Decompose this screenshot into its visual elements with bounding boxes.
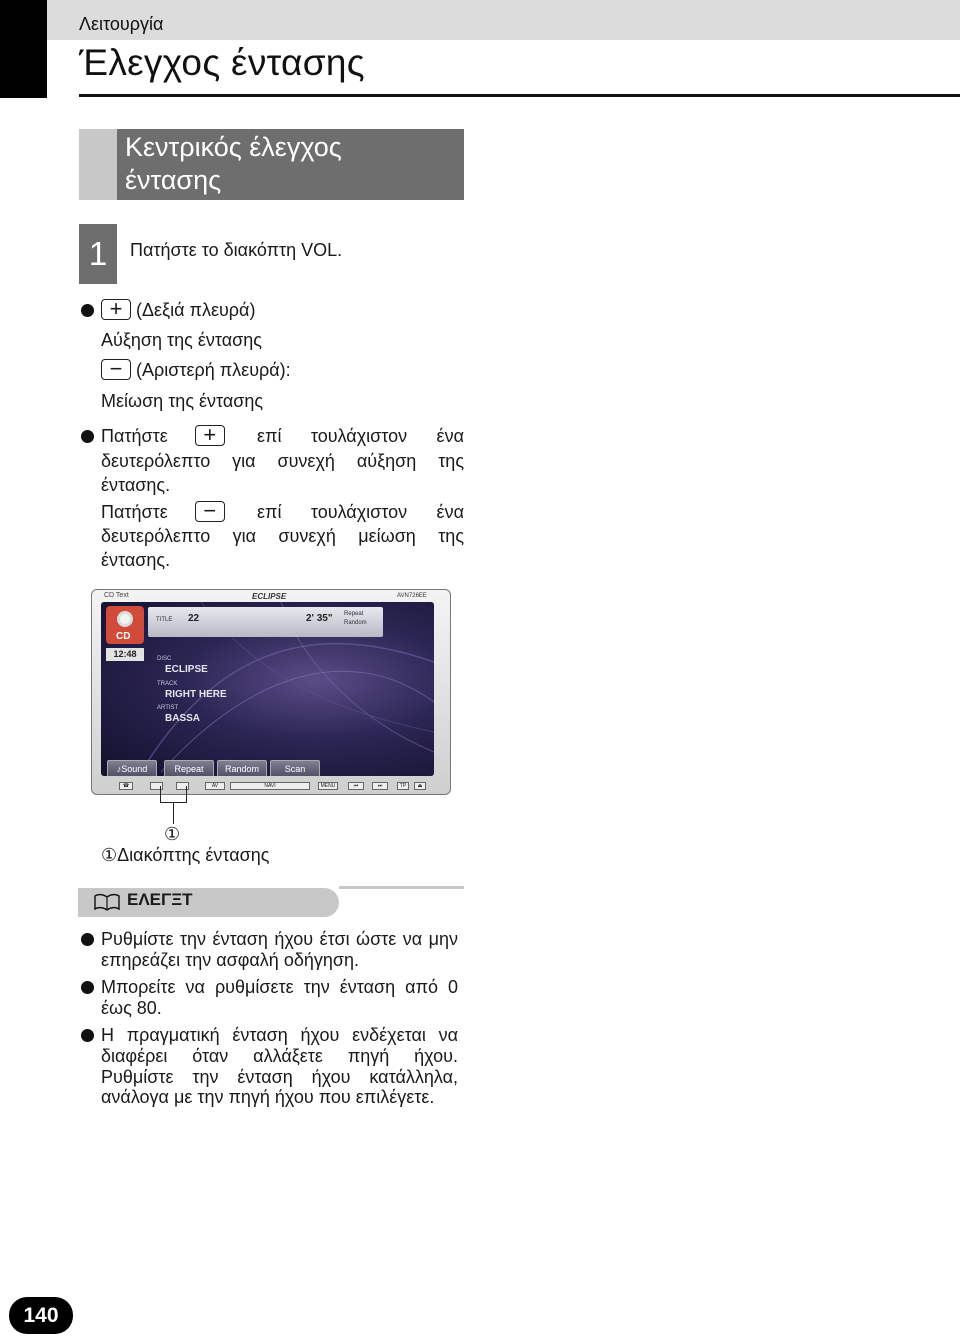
navi-button: NAVI [230, 782, 310, 790]
book-icon [94, 893, 120, 911]
av-button: AV [205, 782, 225, 790]
callout-line [173, 802, 174, 824]
minus-key-icon: − [101, 359, 131, 380]
device-screen: CD 12:48 TITLE 22 2' 35" Repeat Random DISC ECLIPSE TRACK RIGHT HERE ARTIST BASSA ♪Sound Repeat Random Scan [101, 602, 434, 776]
sub-heading-accent [79, 129, 117, 200]
b2-row4: Πατήστε − επί τουλάχιστον ένα [101, 498, 464, 523]
note-1-line1: Ρυθμίστε την ένταση ήχου έτσι ώστε να μην [101, 929, 458, 949]
bullet-2 [81, 430, 94, 443]
b2-line2: δευτερόλεπτο για συνεχή αύξηση της [101, 451, 464, 471]
plus-key-icon: + [101, 299, 131, 320]
callout-line [186, 786, 187, 802]
menu-button: MENU [318, 782, 338, 790]
note-3-line2: διαφέρει όταν αλλάξετε πηγή ήχου. [101, 1046, 458, 1066]
step-text: Πατήστε το διακόπτη VOL. [130, 240, 343, 260]
note-bullet-1 [81, 933, 94, 946]
next-track-button: ⏭ [372, 782, 388, 790]
minus-key-icon: − [195, 501, 225, 522]
callout-line [160, 786, 161, 802]
tp-button: TP [397, 782, 409, 790]
cd-text-logo: CD Text [104, 592, 129, 599]
brand-logo: ECLIPSE [252, 592, 287, 601]
sound-button: ♪Sound [107, 760, 157, 776]
note-header-rule [339, 886, 464, 889]
note-2-line2: έως 80. [101, 998, 162, 1018]
prev-track-button: ⏮ [348, 782, 364, 790]
section-label: Λειτουργία [79, 14, 164, 34]
header-band [47, 0, 960, 40]
b2-line3: έντασης. [101, 475, 171, 495]
b1-right-side: (Δεξιά πλευρά) [136, 300, 256, 320]
note-label: ΕΛΕΓΞΤ [127, 890, 193, 909]
page-number: 140 [9, 1297, 73, 1334]
bullet-1 [81, 304, 94, 317]
note-3-line4: ανάλογα με την πηγή ήχου που επιλέγετε. [101, 1087, 435, 1107]
callout-number: ① [164, 824, 181, 844]
sub-heading-line1: Κεντρικός έλεγχος [125, 132, 342, 162]
figure-caption: ①Διακόπτης έντασης [101, 845, 270, 865]
note-bullet-2 [81, 981, 94, 994]
note-2-line1: Μπορείτε να ρυθμίσετε την ένταση από 0 [101, 977, 458, 997]
model-label: AVN726EE [397, 593, 427, 599]
b1-decrease: Μείωση της έντασης [101, 391, 264, 411]
clock: 12:48 [106, 648, 144, 661]
sub-heading-line2: έντασης [125, 165, 222, 195]
repeat-button: Repeat [164, 760, 214, 776]
b2-line5: δευτερόλεπτο για συνεχή μείωση της [101, 526, 464, 546]
vol-minus-button [150, 782, 163, 790]
title-rule [79, 94, 960, 97]
b2-line6: έντασης. [101, 550, 171, 570]
note-3-line3: Ρυθμίστε την ένταση ήχου κατάλληλα, [101, 1067, 458, 1087]
title-bar: TITLE 22 2' 35" Repeat Random [148, 607, 383, 637]
note-3-line1: Η πραγματική ένταση ήχου ενδέχεται να [101, 1025, 458, 1045]
sub-heading-text [125, 131, 342, 197]
b1-left-side: (Αριστερή πλευρά): [136, 360, 291, 380]
phone-button: ☎ [119, 782, 133, 790]
vol-plus-button [176, 782, 189, 790]
page-title: Έλεγχος έντασης [79, 42, 365, 83]
b2-row1: Πατήστε + επί τουλάχιστον ένα [101, 422, 464, 447]
eject-button: ⏏ [414, 782, 426, 790]
random-button: Random [217, 760, 267, 776]
step-number: 1 [79, 224, 117, 284]
b1-increase: Αύξηση της έντασης [101, 330, 262, 350]
b1-row1 [101, 298, 255, 322]
note-bullet-3 [81, 1029, 94, 1042]
sub-heading [79, 129, 464, 200]
cd-source-icon: CD [106, 606, 144, 644]
note-1-line2: επηρεάζει την ασφαλή οδήγηση. [101, 950, 359, 970]
b1-row3 [101, 358, 291, 382]
disc-icon [117, 611, 133, 627]
corner-block [0, 0, 47, 98]
plus-key-icon: + [195, 425, 225, 446]
scan-button: Scan [270, 760, 320, 776]
head-unit-illustration [91, 589, 451, 795]
